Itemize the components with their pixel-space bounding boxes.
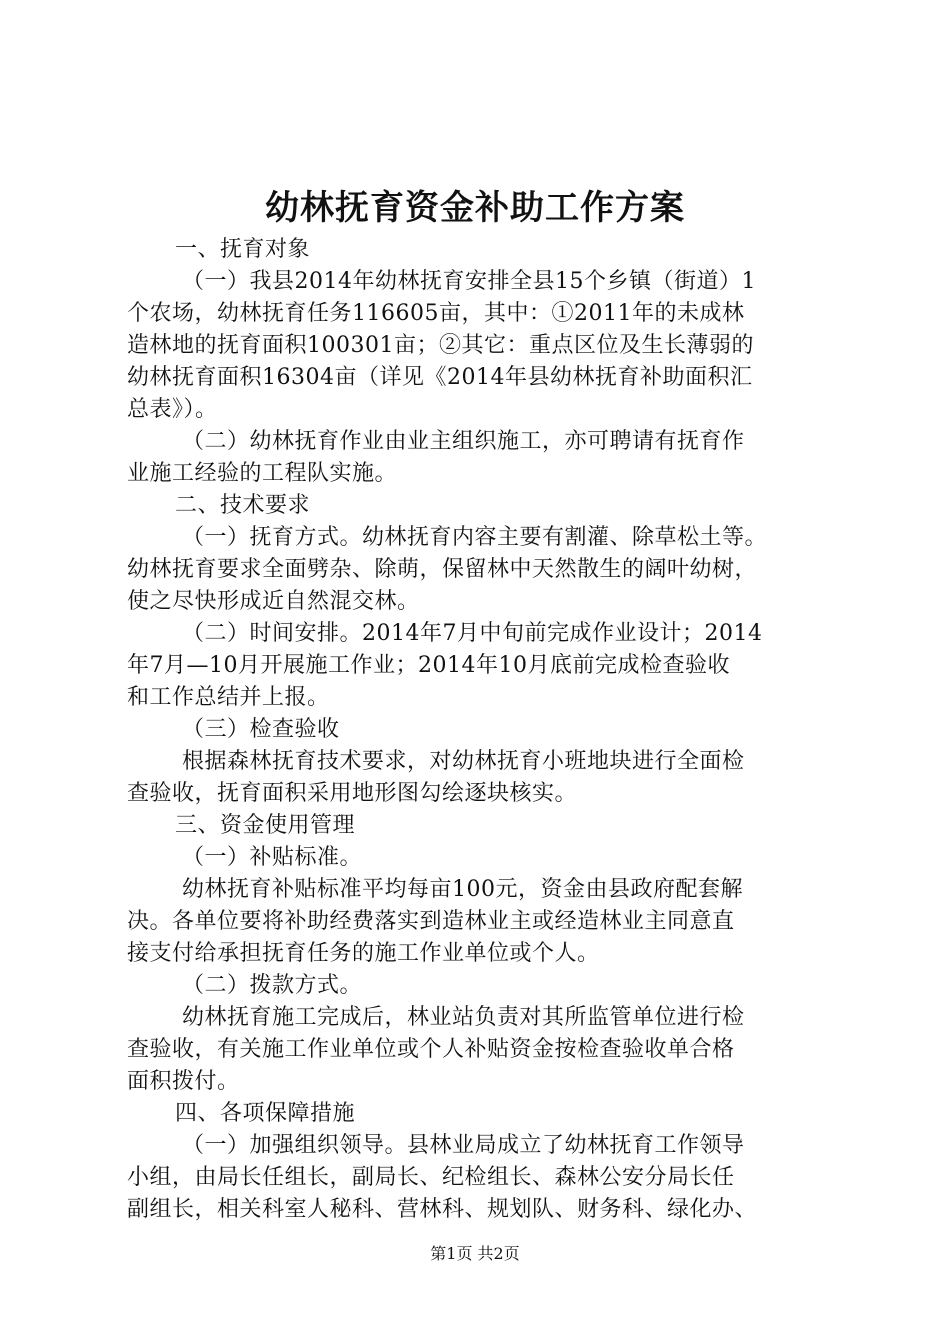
paragraph-line: 接支付给承担抚育任务的施工作业单位或个人。 [127, 941, 600, 966]
paragraph-line: 面积拨付。 [127, 1069, 240, 1094]
paragraph-line: 幼林抚育要求全面劈杂、除萌，保留林中天然散生的阔叶幼树， [127, 557, 758, 582]
paragraph-line: 根据森林抚育技术要求，对幼林抚育小班地块进行全面检 [182, 749, 745, 774]
paragraph-line: 幼林抚育施工完成后，林业站负责对其所监管单位进行检 [182, 1005, 745, 1030]
page-footer: 第1页 共2页 [430, 1244, 520, 1263]
paragraph-line: 使之尽快形成近自然混交林。 [127, 589, 420, 614]
section-heading: 一、抚育对象 [175, 237, 311, 262]
paragraph-line: （二）时间安排。2014年7月中旬前完成作业设计；2014 [182, 621, 763, 646]
paragraph-line: 业施工经验的工程队实施。 [127, 461, 398, 486]
section-heading: 四、各项保障措施 [175, 1101, 356, 1126]
paragraph-line: 和工作总结并上报。 [127, 685, 330, 710]
subsection-heading: （一）补贴标准。 [182, 845, 363, 870]
paragraph-line: 幼林抚育补贴标准平均每亩100元，资金由县政府配套解 [182, 877, 743, 902]
subsection-heading: （二）拨款方式。 [182, 973, 363, 998]
paragraph-line: 小组，由局长任组长，副局长、纪检组长、森林公安分局长任 [127, 1165, 735, 1190]
paragraph-line: 查验收，抚育面积采用地形图勾绘逐块核实。 [127, 781, 578, 806]
paragraph-line: 查验收，有关施工作业单位或个人补贴资金按检查验收单合格 [127, 1037, 735, 1062]
paragraph-line: （二）幼林抚育作业由业主组织施工，亦可聘请有抚育作 [182, 429, 745, 454]
section-heading: 三、资金使用管理 [175, 813, 356, 838]
paragraph-line: （一）加强组织领导。县林业局成立了幼林抚育工作领导 [182, 1133, 745, 1158]
document-body [127, 234, 835, 1226]
section-heading: 二、技术要求 [175, 493, 311, 518]
paragraph-line: 幼林抚育面积16304亩（详见《2014年县幼林抚育补助面积汇 [127, 365, 753, 390]
paragraph-line: 总表》）。 [127, 397, 218, 422]
paragraph-line: （一）我县2014年幼林抚育安排全县15个乡镇（街道）1 [182, 269, 756, 294]
document-title: 幼林抚育资金补助工作方案 [265, 188, 685, 228]
paragraph-line: 个农场，幼林抚育任务116605亩，其中：①2011年的未成林 [127, 301, 745, 326]
paragraph-line: （一）抚育方式。幼林抚育内容主要有割灌、除草松土等。 [182, 525, 768, 550]
paragraph-line: 造林地的抚育面积100301亩；②其它：重点区位及生长薄弱的 [127, 333, 754, 358]
subsection-heading: （三）检查验收 [182, 717, 340, 742]
paragraph-line: 副组长，相关科室人秘科、营林科、规划队、财务科、绿化办、 [127, 1197, 758, 1222]
paragraph-line: 决。各单位要将补助经费落实到造林业主或经造林业主同意直 [127, 909, 735, 934]
paragraph-line: 年7月—10月开展施工作业；2014年10月底前完成检查验收 [127, 653, 730, 678]
